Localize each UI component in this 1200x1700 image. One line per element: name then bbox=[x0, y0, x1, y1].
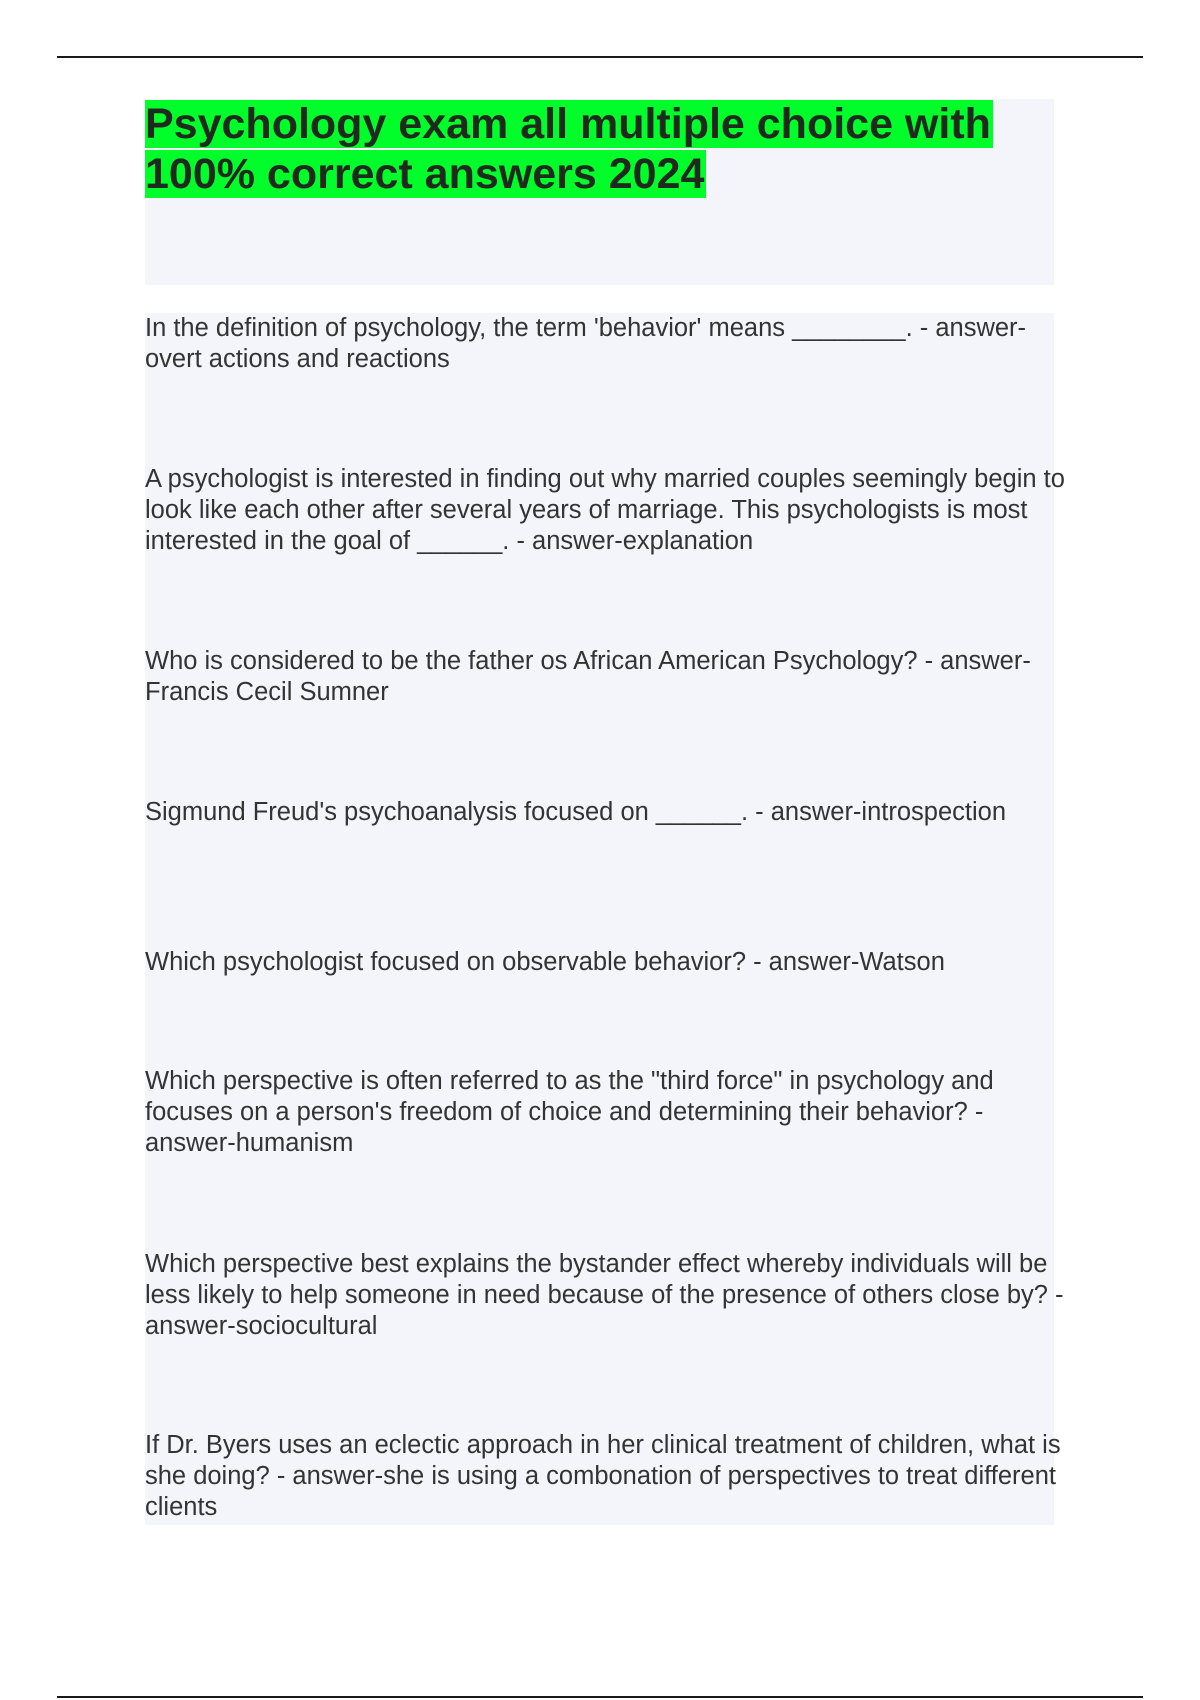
document-title bbox=[145, 99, 1054, 199]
qa-list bbox=[145, 313, 1065, 1525]
title-block bbox=[145, 99, 1054, 285]
qa-item-7: Which perspective best explains the bystander effect whereby individuals will be less likely to help someone in need because of the presence of others close by? - answer-sociocultural bbox=[145, 1250, 1064, 1340]
title-highlight: Psychology exam all multiple choice with 100% correct answers 2024 bbox=[145, 100, 991, 198]
qa-item-1: In the definition of psychology, the term 'behavior' means ________. - answer-overt actions and reactions bbox=[145, 314, 1027, 373]
qa-item-3: Who is considered to be the father os African American Psychology? - answer-Francis Cecil Sumner bbox=[145, 647, 1031, 706]
qa-item-4: Sigmund Freud's psychoanalysis focused on ______. - answer-introspection bbox=[145, 798, 1007, 826]
header-rule bbox=[57, 56, 1143, 58]
qa-item-2: A psychologist is interested in finding out why married couples seemingly begin to look like each other after several years of marriage. This psychologists is most interested in the goal of ______. - answer-explanation bbox=[145, 465, 1065, 555]
footer-rule bbox=[57, 1696, 1143, 1698]
qa-item-5: Which psychologist focused on observable behavior? - answer-Watson bbox=[145, 948, 945, 976]
qa-item-8: If Dr. Byers uses an eclectic approach in her clinical treatment of children, what is she doing? - answer-she is using a combonation of perspectives to treat different clients bbox=[145, 1431, 1061, 1521]
qa-item-6: Which perspective is often referred to as the "third force" in psychology and focuses on a person's freedom of choice and determining their behavior? - answer-humanism bbox=[145, 1067, 994, 1157]
